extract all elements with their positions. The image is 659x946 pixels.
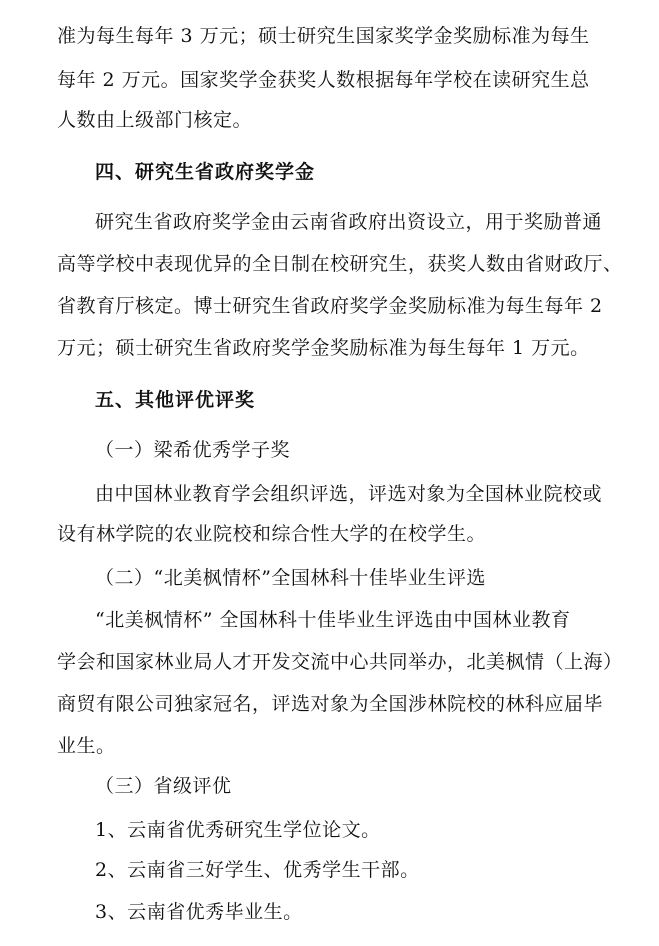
section-heading: 五、其他评优评奖 — [95, 389, 256, 411]
paragraph-line: 万元；硕士研究生省政府奖学金奖励标准为每生每年 1 万元。 — [57, 337, 590, 359]
list-item: 1、云南省优秀研究生学位论文。 — [95, 819, 381, 841]
paragraph-line: 学会和国家林业局人才开发交流中心共同举办，北美枫情（上海） — [57, 651, 623, 673]
section-heading: 四、研究生省政府奖学金 — [95, 161, 316, 183]
subsection-title: （二）“北美枫情杯”全国林科十佳毕业生评选 — [95, 567, 486, 589]
paragraph-line: 由中国林业教育学会组织评选，评选对象为全国林业院校或 — [95, 483, 603, 505]
list-item: 2、云南省三好学生、优秀学生干部。 — [95, 859, 420, 881]
paragraph-line: 研究生省政府奖学金由云南省政府出资设立，用于奖励普通 — [95, 211, 603, 233]
paragraph-line: 人数由上级部门核定。 — [57, 109, 253, 131]
paragraph-line: 省教育厅核定。博士研究生省政府奖学金奖励标准为每生每年 2 — [57, 295, 603, 317]
paragraph-line: 设有林学院的农业院校和综合性大学的在校学生。 — [57, 523, 487, 545]
paragraph-line: 准为每生每年 3 万元；硕士研究生国家奖学金奖励标准为每生 — [57, 25, 590, 47]
paragraph-line: 商贸有限公司独家冠名，评选对象为全国涉林院校的林科应届毕 — [57, 693, 604, 715]
list-item: 3、云南省优秀毕业生。 — [95, 901, 303, 923]
paragraph-line: 业生。 — [57, 735, 116, 757]
paragraph-line: 高等学校中表现优异的全日制在校研究生，获奖人数由省财政厅、 — [57, 253, 623, 275]
subsection-title: （一）梁希优秀学子奖 — [95, 439, 291, 461]
paragraph-line: “北美枫情杯” 全国林科十佳毕业生评选由中国林业教育 — [95, 609, 571, 631]
subsection-title: （三）省级评优 — [95, 775, 232, 797]
paragraph-line: 每年 2 万元。国家奖学金获奖人数根据每年学校在读研究生总 — [57, 69, 590, 91]
